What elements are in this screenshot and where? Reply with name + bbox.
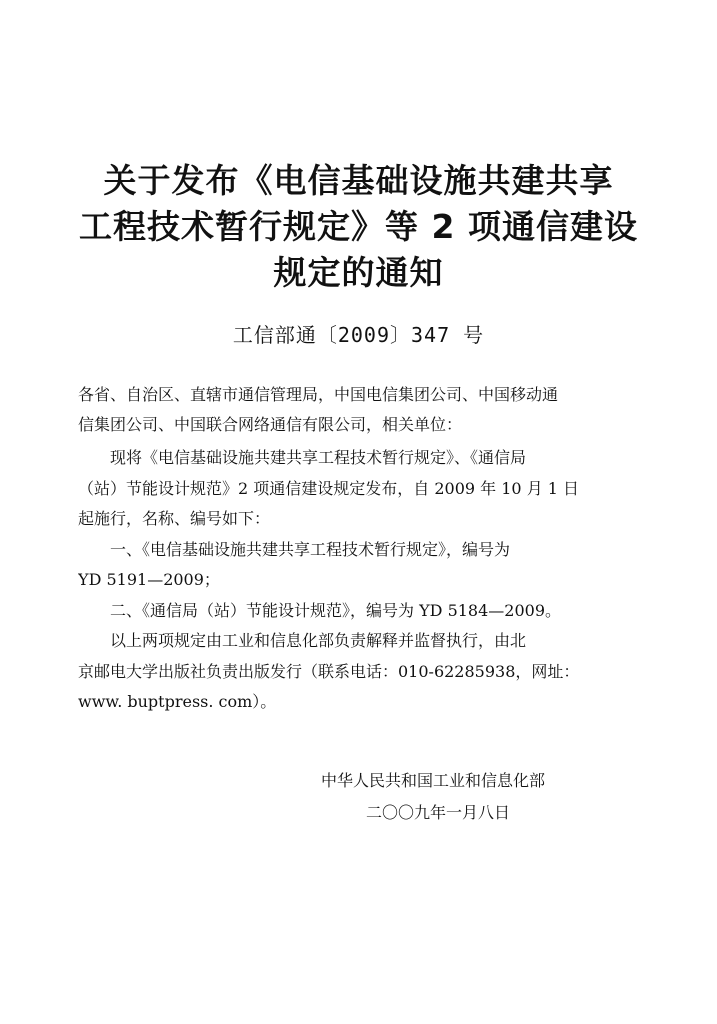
item-1-line-2: YD 5191—2009；	[78, 570, 220, 589]
paragraph-2-line-3: www. buptpress. com）。	[78, 692, 277, 711]
paragraph-1-line-2: （站）节能设计规范》2 项通信建设规定发布，自 2009 年 10 月 1 日	[78, 479, 580, 498]
item-1-line-1: 一、《电信基础设施共建共享工程技术暂行规定》，编号为	[110, 540, 511, 559]
issue-date: 二〇〇九年一月八日	[366, 803, 511, 822]
paragraph-1-line-3: 起施行，名称、编号如下：	[78, 509, 271, 528]
addressee-line-1: 各省、自治区、直辖市通信管理局，中国电信集团公司、中国移动通	[78, 385, 559, 404]
item-2-line-1: 二、《通信局（站）节能设计规范》，编号为 YD 5184—2009。	[110, 601, 562, 620]
title-line-1: 关于发布《电信基础设施共建共享	[103, 161, 614, 200]
issuer-signature: 中华人民共和国工业和信息化部	[321, 771, 546, 790]
document-number: 工信部通〔2009〕347 号	[232, 323, 485, 347]
paragraph-1-line-1: 现将《电信基础设施共建共享工程技术暂行规定》、《通信局	[110, 448, 527, 467]
addressee-line-2: 信集团公司、中国联合网络通信有限公司，相关单位：	[78, 415, 463, 434]
title-line-2: 工程技术暂行规定》等 2 项通信建设	[79, 207, 638, 246]
title-line-3: 规定的通知	[273, 253, 444, 292]
paragraph-2-line-1: 以上两项规定由工业和信息化部负责解释并监督执行，由北	[110, 631, 527, 650]
paragraph-2-line-2: 京邮电大学出版社负责出版发行（联系电话：010-62285938，网址：	[78, 662, 580, 681]
